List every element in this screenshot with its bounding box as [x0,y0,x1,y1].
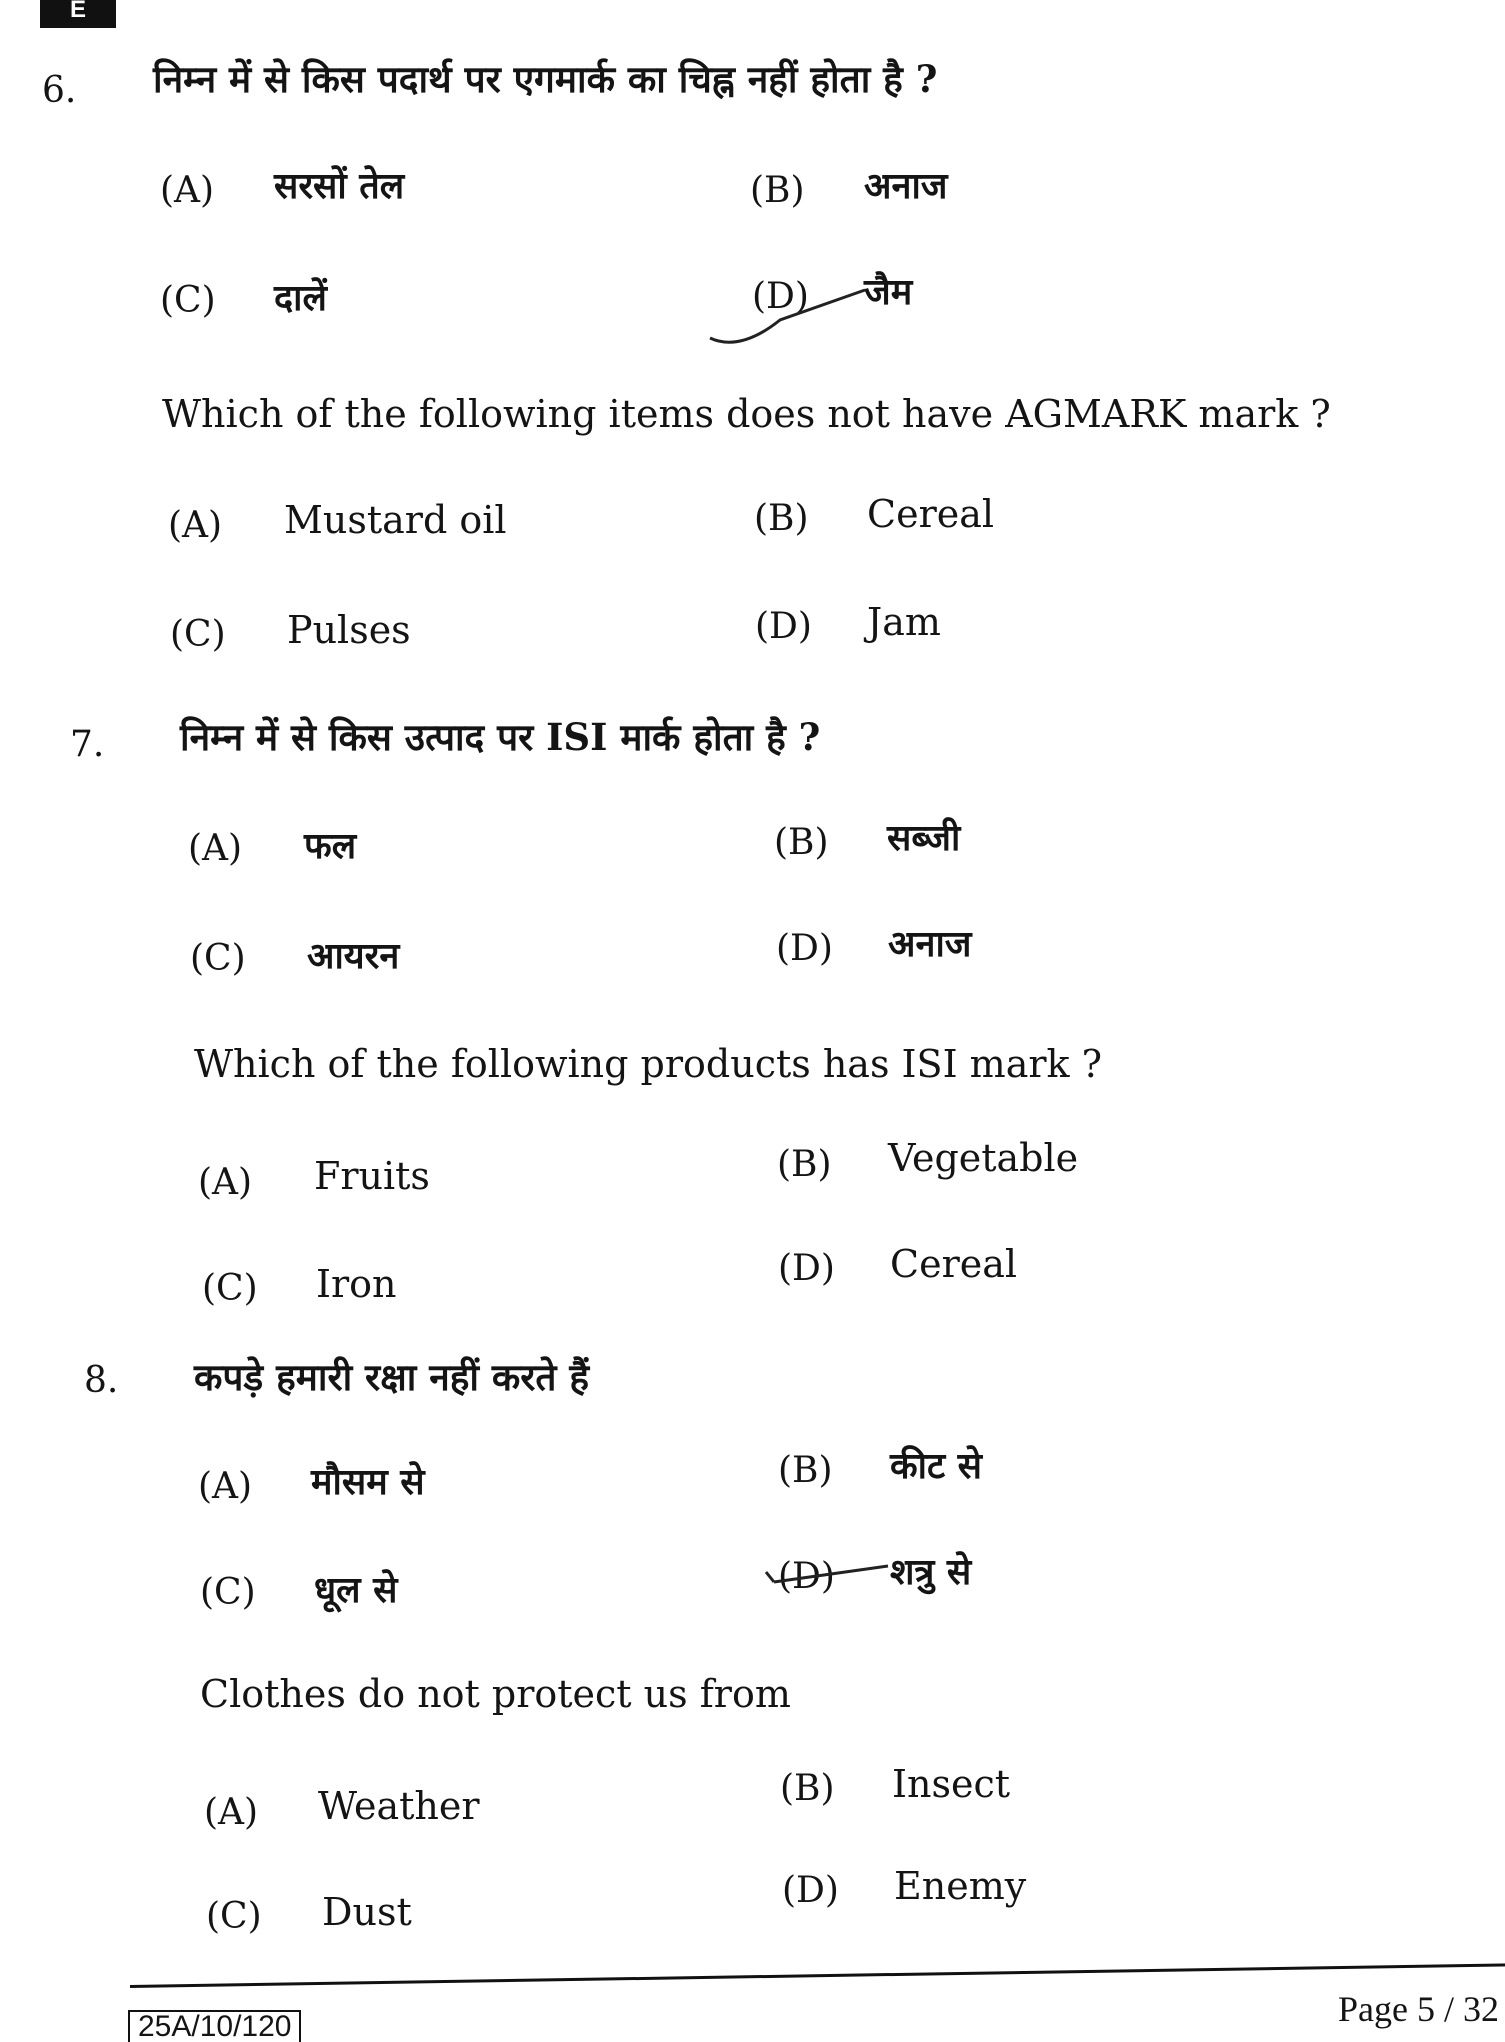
question-text-hindi: निम्न में से किस पदार्थ पर एगमार्क का चिह्न नहीं होता है ? [153,57,938,101]
option-label: (D) [776,928,833,969]
option-text: Pulses [287,608,411,652]
option-label: (D) [778,1248,835,1289]
option-text: सरसों तेल [274,165,405,207]
option-text: Cereal [890,1242,1018,1286]
option-text: Mustard oil [284,498,507,542]
option-label: (C) [206,1896,262,1937]
option-label: (B) [778,1450,833,1491]
paper-code: 25A/10/120 [128,2010,301,2042]
option-text: Jam [867,600,941,644]
option-label: (C) [160,280,216,321]
option-label: (A) [168,505,223,546]
option-label: (D) [778,1556,835,1597]
question-text-hindi: कपड़े हमारी रक्षा नहीं करते हैं [194,1355,590,1399]
option-text: शत्रु से [890,1551,972,1593]
footer-divider [130,1963,1505,1988]
question-text-english: Which of the following items does not have AGMARK mark ? [162,392,1331,436]
option-label: (C) [170,614,226,655]
option-label: (A) [204,1792,259,1833]
question-number: 7. [70,724,105,765]
question-text-english: Which of the following products has ISI mark ? [194,1042,1103,1086]
option-text: धूल से [314,1569,398,1611]
option-label: (B) [774,822,829,863]
option-text: अनाज [888,923,972,965]
option-label: (A) [198,1162,253,1203]
option-text: Insect [892,1762,1011,1806]
option-label: (B) [750,170,805,211]
page-number: Page 5 / 32 [1338,1989,1499,2029]
option-label: (D) [752,276,809,317]
option-text: सब्जी [887,817,961,859]
option-text: Dust [322,1890,412,1934]
option-label: (B) [754,498,809,539]
question-text-english: Clothes do not protect us from [200,1672,791,1716]
question-number: 6. [42,70,77,111]
option-text: जैम [864,271,913,313]
option-label: (C) [190,938,246,979]
question-text-hindi: निम्न में से किस उत्पाद पर ISI मार्क होता है ? [180,715,821,759]
option-text: Weather [318,1784,480,1828]
option-text: Enemy [894,1864,1027,1908]
option-label: (A) [188,828,243,869]
option-text: दालें [274,277,327,319]
question-number: 8. [84,1360,119,1401]
option-text: Fruits [314,1154,430,1198]
option-label: (C) [200,1572,256,1613]
booklet-series-badge: E [40,0,116,28]
option-text: अनाज [864,165,948,207]
option-text: Vegetable [888,1136,1079,1180]
option-label: (C) [202,1268,258,1309]
option-text: कीट से [890,1445,982,1487]
option-text: Iron [316,1262,397,1306]
option-label: (B) [777,1144,832,1185]
option-label: (A) [160,170,215,211]
option-label: (D) [755,606,812,647]
option-label: (B) [780,1768,835,1809]
option-label: (A) [198,1466,253,1507]
option-text: फल [304,825,357,867]
option-text: Cereal [867,492,995,536]
option-label: (D) [782,1870,839,1911]
option-text: मौसम से [311,1461,425,1503]
option-text: आयरन [307,935,400,977]
